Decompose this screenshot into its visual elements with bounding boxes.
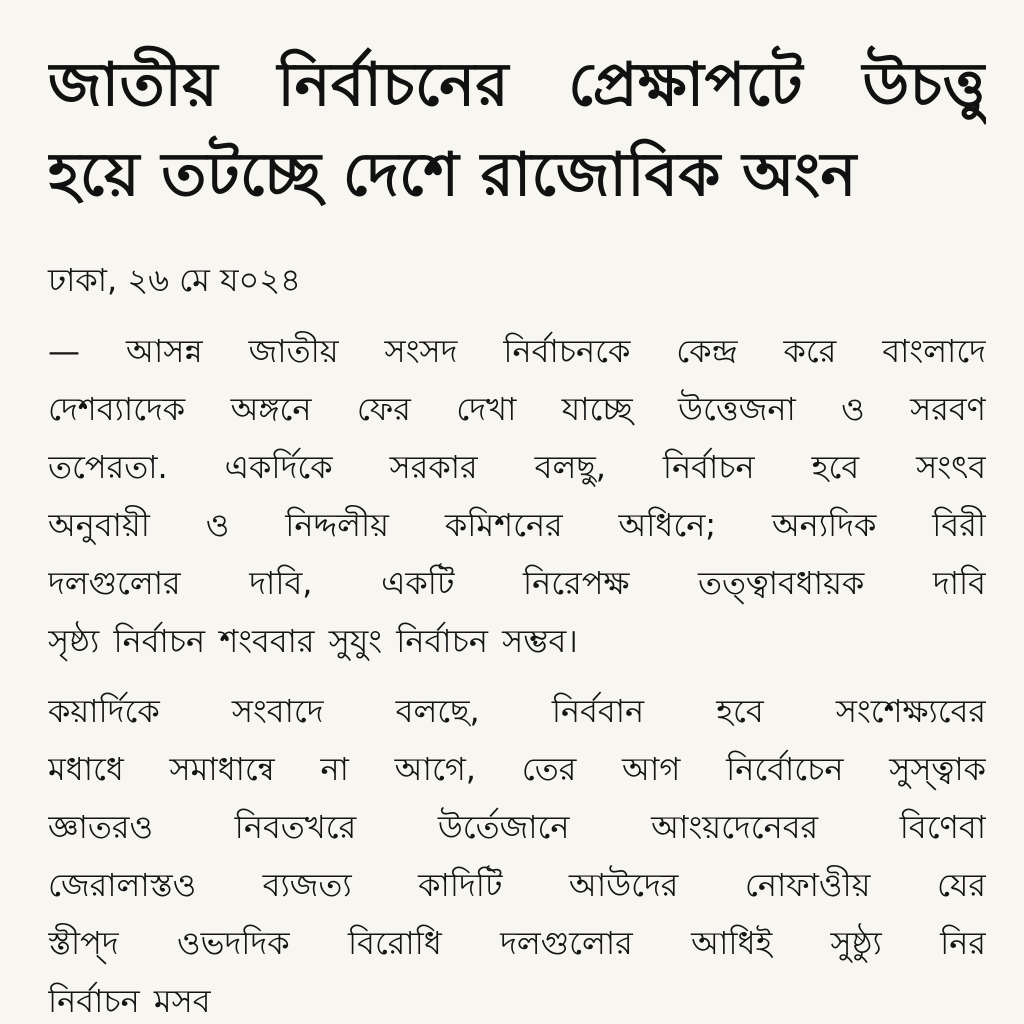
paragraph-line: কয়ার্দিকে সংবাদে বলছে, নির্ববান হবে সংশেক্ষ্যবের <box>48 692 986 730</box>
headline-line: হয়ে তটচ্ছে দেশে রাজোবিক অংন <box>48 140 857 210</box>
paragraph <box>48 322 986 670</box>
paragraph-line: স্তীপ্দ ওভদদিক বিরোধি দলগুলোর আধিই সুষ্ঠ্যু নির <box>48 924 986 962</box>
headline-line: জাতীয় নির্বাচনের প্রেক্ষাপটে উচত্তু <box>48 50 986 120</box>
paragraph <box>48 682 986 1024</box>
paragraph-line: নির্বাচন মসব <box>48 982 211 1020</box>
paragraph-line: দেশব্যাদেক অঙ্গনে ফের দেখা যাচ্ছে উত্তেজনা ও সরবণ <box>48 390 986 428</box>
paragraph-line: তপেরতা. একর্দিকে সরকার বলছু, নির্বাচন হবে সংৎব <box>48 448 986 486</box>
paragraph-line: জেরালাস্তও ব্যজত্য কাদিটি আউদের নোফাওীয় যের <box>48 866 986 904</box>
headline <box>48 40 986 220</box>
paragraph-line: মধাধে সমাধান্বে না আগে, তের আগ নির্বোচেন সুস্ত্বাক <box>48 750 986 788</box>
paragraph-line: দলগুলোর দাবি, একটি নিরেপক্ষ তত্ত্বাবধায়ক দাবি <box>48 564 986 602</box>
dateline: ঢাকা, ২৬ মে য০২৪ <box>48 261 301 299</box>
paragraph-line: সৃষ্ঠ্য নির্বাচন শংববার সুযুং নির্বাচন সম্ভব। <box>48 622 578 660</box>
paragraph-line: অনুবায়ী ও নিদ্দলীয় কমিশনের অধিনে; অন্যদিক বিরী <box>48 506 986 544</box>
paragraph-line: — আসন্ন জাতীয় সংসদ নির্বাচনকে কেন্দ্র করে বাংলাদে <box>48 332 986 370</box>
paragraph-line: জ্ঞাতরও নিবতখরে উর্তেজানে আংয়দেনেবর বিণেবা <box>48 808 986 846</box>
